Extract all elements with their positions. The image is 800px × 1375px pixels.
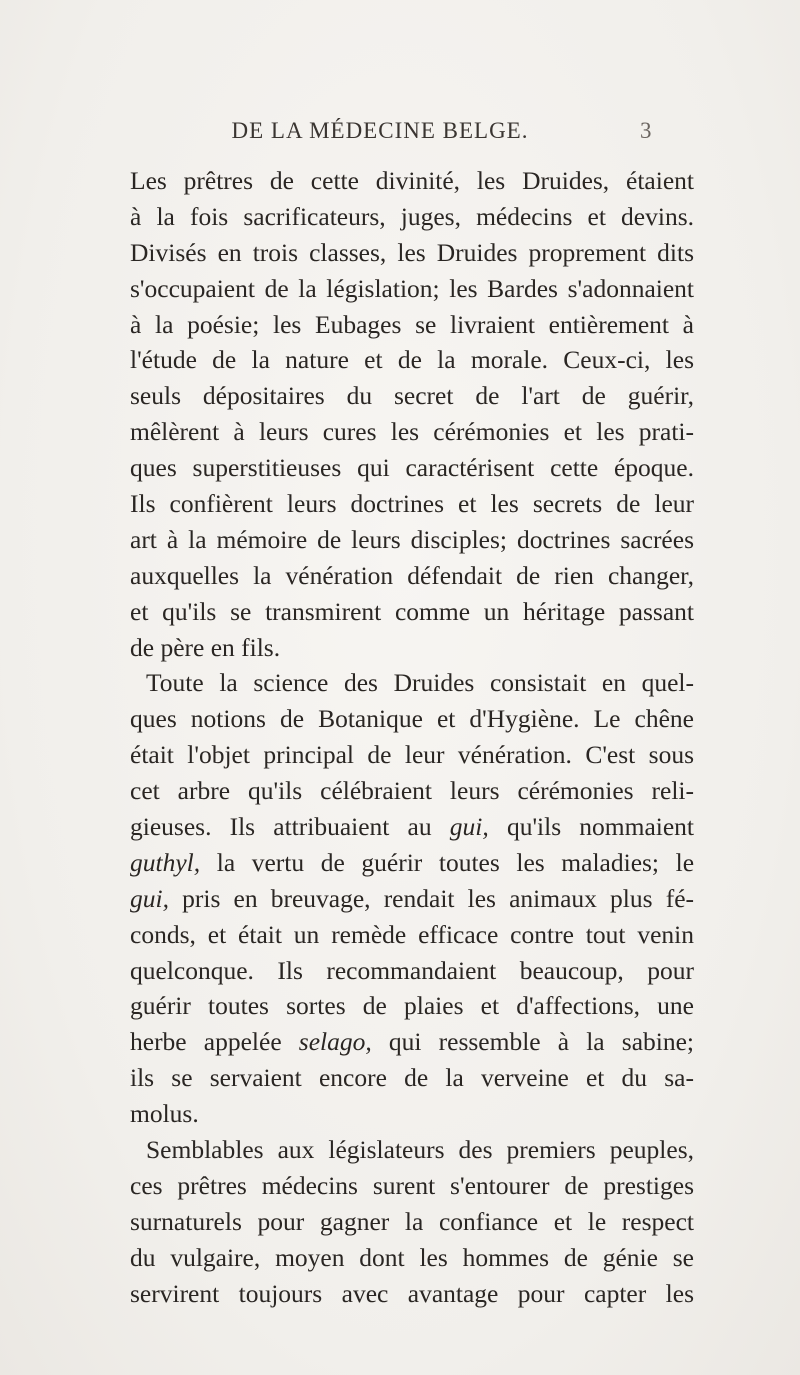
text-line: l'étude de la nature et de la morale. Ceux-ci, les bbox=[130, 345, 694, 375]
text-line: mêlèrent à leurs cures les cérémonies et les prati- bbox=[130, 417, 694, 447]
text-run: qu'ils nommaient bbox=[506, 812, 695, 842]
text-line: Divisés en trois classes, les Druides proprement dits bbox=[130, 237, 694, 267]
text-run: qui ressemble à la sabine; bbox=[388, 1027, 695, 1057]
text-line: à la fois sacrificateurs, juges, médecins et devins. bbox=[130, 201, 694, 231]
text-line: auxquelles la vénération défendait de rien changer, bbox=[130, 560, 694, 590]
italic-term: guthyl, bbox=[130, 847, 201, 877]
running-head: DE LA MÉDECINE BELGE. bbox=[231, 118, 529, 143]
text-line: molus. bbox=[130, 1099, 199, 1129]
italic-term: gui, bbox=[130, 883, 169, 913]
text-line: ils se servaient encore de la verveine et du sa- bbox=[130, 1063, 694, 1093]
text-line: Ils confièrent leurs doctrines et les secrets de leur bbox=[130, 489, 694, 519]
text-line: conds, et était un remède efficace contre tout venin bbox=[130, 919, 694, 949]
text-run: gieuses. Ils attribuaient au bbox=[130, 812, 432, 842]
text-line: seuls dépositaires du secret de l'art de guérir, bbox=[130, 381, 694, 411]
text-line: art à la mémoire de leurs disciples; doctrines sacrées bbox=[130, 524, 694, 554]
text-line: et qu'ils se transmirent comme un héritage passant bbox=[130, 596, 694, 626]
text-run: herbe appelée bbox=[130, 1027, 282, 1057]
text-line bbox=[130, 881, 694, 917]
text-line: ques superstitieuses qui caractérisent cette époque. bbox=[130, 453, 694, 483]
text-line: du vulgaire, moyen dont les hommes de génie se bbox=[130, 1242, 694, 1272]
text-line: guérir toutes sortes de plaies et d'affections, une bbox=[130, 991, 694, 1021]
text-run: pris en breuvage, rendait les animaux plus fé- bbox=[182, 883, 695, 913]
text-line: de père en fils. bbox=[130, 632, 281, 662]
text-line: ces prêtres médecins surent s'entourer de prestiges bbox=[130, 1170, 694, 1200]
page-number: 3 bbox=[640, 118, 652, 143]
text-line: à la poésie; les Eubages se livraient entièrement à bbox=[130, 309, 694, 339]
text-line bbox=[130, 1024, 694, 1060]
italic-term: gui, bbox=[449, 812, 489, 842]
text-line bbox=[130, 845, 694, 881]
text-line: servirent toujours avec avantage pour capter les bbox=[130, 1278, 694, 1308]
text-line: était l'objet principal de leur vénération. C'est sous bbox=[130, 740, 694, 770]
text-line: cet arbre qu'ils célébraient leurs cérémonies reli- bbox=[130, 776, 694, 806]
text-line: s'occupaient de la législation; les Bardes s'adonnaient bbox=[130, 273, 694, 303]
text-line: surnaturels pour gagner la confiance et le respect bbox=[130, 1206, 694, 1236]
body-text bbox=[130, 163, 694, 1312]
text-run: la vertu de guérir toutes les maladies; le bbox=[216, 847, 695, 877]
text-line: quelconque. Ils recommandaient beaucoup, pour bbox=[130, 955, 694, 985]
text-line: ques notions de Botanique et d'Hygiène. Le chêne bbox=[130, 704, 694, 734]
text-line: Toute la science des Druides consistait en quel- bbox=[146, 668, 694, 698]
text-line bbox=[130, 809, 694, 845]
text-line: Semblables aux législateurs des premiers peuples, bbox=[146, 1135, 694, 1165]
italic-term: selago, bbox=[298, 1027, 372, 1057]
text-line: Les prêtres de cette divinité, les Druides, étaient bbox=[130, 166, 694, 195]
